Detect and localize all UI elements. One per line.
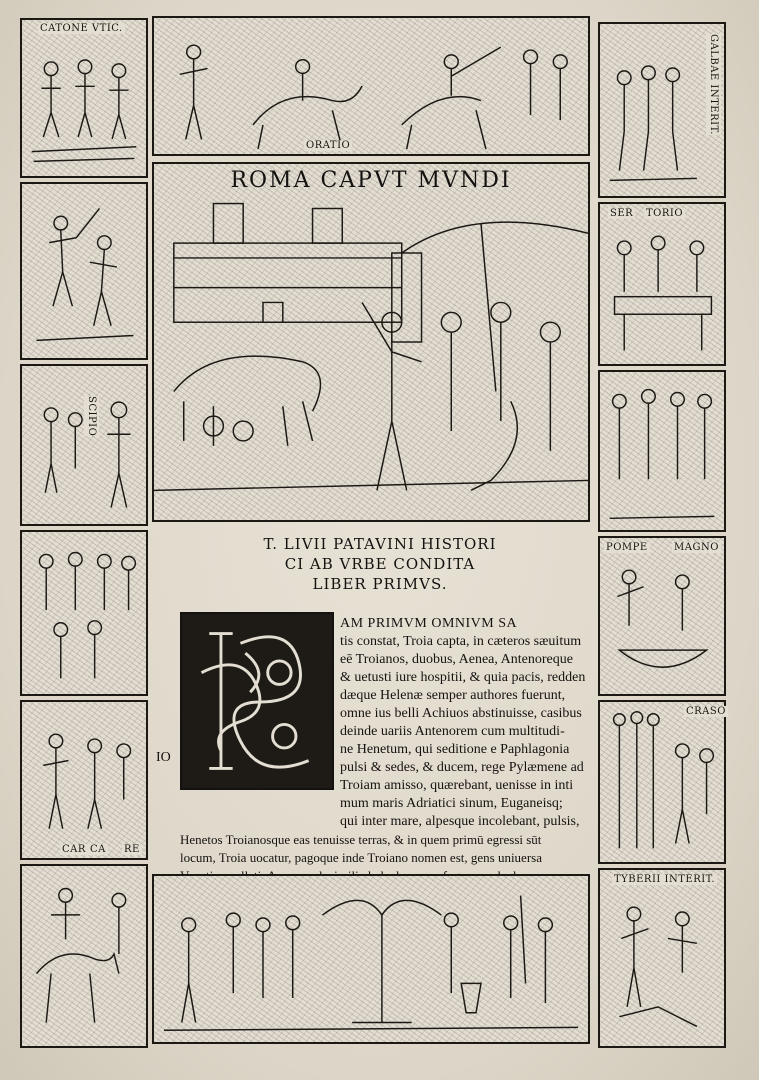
caption-carcare-3: RE (124, 844, 140, 855)
text-line: locum, Troia uocatur, pagoque inde Troiano nomen est, gens uniuersa (180, 850, 542, 865)
caption-tyberii: TYBERII INTERIT. (614, 874, 716, 885)
text-line: deinde uariis Antenorem cum multitudi- (340, 724, 565, 739)
woodcut-boat-icon (600, 538, 724, 694)
caption-crasso: CRASO (686, 706, 726, 717)
woodcut-sertorio (598, 202, 726, 366)
margin-line-number: IO (156, 750, 171, 765)
text-line: omne ius belli Achiuos abstinuisse, casibus (340, 706, 582, 721)
caption-carcare-2: CA (90, 844, 106, 855)
woodcut-banquet-icon (600, 204, 724, 364)
woodcut-carcare (20, 700, 148, 860)
heading-line-2: CI AB VRBE CONDITA (284, 555, 476, 573)
woodcut-struggle-icon (600, 870, 724, 1046)
text-line: qui inter mare, alpesque incolebant, pulsis, (340, 814, 580, 829)
woodcut-crasso (598, 700, 726, 864)
text-line: dæque Helenæ semper authores fuerunt, (340, 688, 566, 703)
woodcut-horseman-icon (22, 866, 146, 1046)
caption-pompeo-2: MAGNO (674, 542, 719, 553)
woodcut-council-icon (22, 366, 146, 524)
woodcut-cesario (20, 864, 148, 1048)
woodcut-tyberii (598, 868, 726, 1048)
woodcut-oratio (152, 16, 590, 156)
text-line: Henetos Troianosque eas tenuisse terras, & in quem primū egressi sūt (180, 832, 542, 847)
text-line: tis constat, Troia capta, in cæteros sæuitum (340, 634, 582, 649)
book-heading (180, 534, 580, 594)
decorative-initial (180, 612, 334, 790)
woodcut-pompeo (598, 536, 726, 696)
caption-scipio: SCIPIO (86, 396, 97, 437)
woodcut-camillo (20, 182, 148, 360)
woodcut-scipio (20, 364, 148, 526)
main-title: ROMA CAPVT MVNDI (230, 168, 512, 193)
caption-galbae: GALBAE INTERIT. (708, 34, 719, 135)
woodcut-crowd-right (598, 370, 726, 532)
woodcut-crowd-icon (600, 372, 724, 530)
text-line: AM PRIMVM OMNIVM SA (340, 616, 518, 631)
text-line: pulsi & sedes, & ducem, rege Pylæmene ad (340, 760, 584, 775)
woodcut-sacrifice-icon (154, 876, 588, 1042)
caption-pompeo-1: POMPE (606, 542, 648, 553)
woodcut-roma (152, 162, 590, 522)
initial-letter-knotwork-icon (182, 614, 332, 788)
heading-line-1: T. LIVII PATAVINI HISTORI (263, 535, 497, 553)
text-line: & uetusti iure hospitii, & quia pacis, redden (340, 670, 586, 685)
woodcut-figures-icon (22, 20, 146, 176)
heading-line-3: LIBER PRIMVS. (312, 575, 448, 593)
text-line: Troiam amisso, quærebant, uenisse in inti (340, 778, 574, 793)
woodcut-heads-icon (600, 702, 724, 862)
woodcut-crowd-icon (22, 532, 146, 694)
woodcut-she-wolf-icon (154, 164, 588, 520)
woodcut-galbae (598, 22, 726, 198)
woodcut-crowd (20, 530, 148, 696)
text-line: eē Troianos, duobus, Aenea, Antenoreque (340, 652, 573, 667)
text-line: ne Henetum, qui seditione e Paphlagonia (340, 742, 570, 757)
caption-oratio: ORATIO (306, 140, 351, 151)
caption-sertorio-2: TORIO (646, 208, 684, 219)
text-line: mum maris Adriatici sinum, Euganeisq; (340, 796, 563, 811)
caption-sertorio-1: SER (610, 208, 634, 219)
woodcut-sacrifice (152, 874, 590, 1044)
woodcut-battle-icon (22, 184, 146, 358)
woodcut-cavalry-icon (154, 18, 588, 154)
woodcut-cato (20, 18, 148, 178)
caption-cato: CATONE VTIC. (40, 23, 123, 34)
woodcut-prison-icon (22, 702, 146, 858)
caption-carcare-1: CAR (62, 844, 86, 855)
